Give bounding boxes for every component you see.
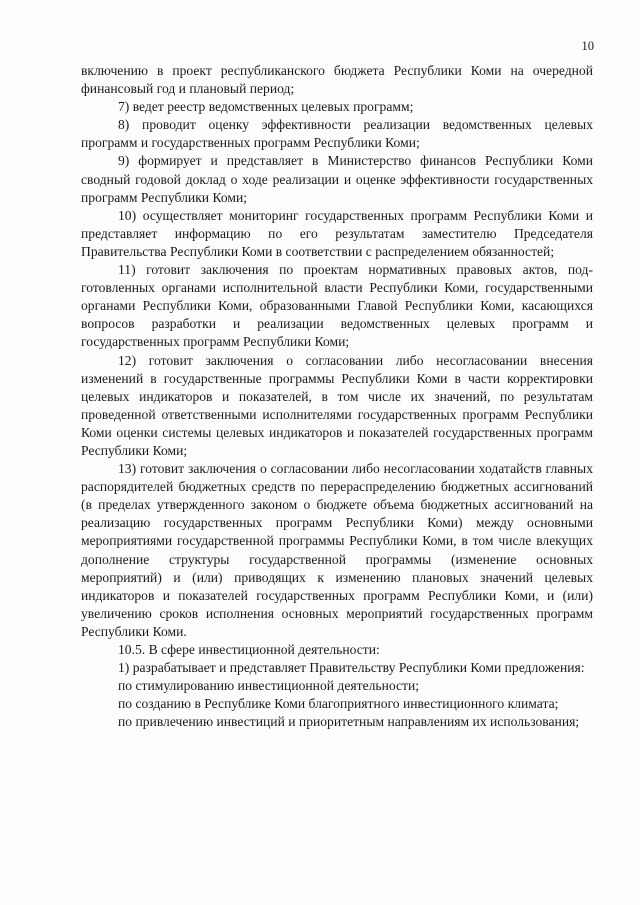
paragraph-list-entry: по созданию в Республике Коми благоприятного инвестиционного климата; <box>118 696 559 712</box>
paragraph-item-12: 12) готовит заключения о согласовании либо несогласовании внесения изменений в государственные программы Республики Коми в части корректировки целевых индикаторов и показателей, в том числе их значений, по результатам проведенной ответственными исполнителями государственных программ Республики Коми оценки системы целевых индикаторов и показателей государственных программ Республики Коми; <box>81 352 593 458</box>
paragraph-list-entry: по стимулированию инвестиционной деятельности; <box>118 678 420 694</box>
paragraph-item-9: 9) формирует и представляет в Министерство финансов Республики Коми сводный годовой доклад о ходе реализации и оценке эффективности государственных программ Республики Коми; <box>81 153 593 205</box>
paragraph-continuation: включению в проект республиканского бюджета Республики Коми на очередной финансовый год и плановый период; <box>81 63 593 97</box>
paragraph-item-7: 7) ведет реестр ведомственных целевых программ; <box>118 99 414 115</box>
paragraph-list-entry: по привлечению инвестиций и приоритетным направлениям их использования; <box>118 714 580 730</box>
document-body <box>81 62 593 731</box>
section-heading-10-5: 10.5. В сфере инвестиционной деятельности: <box>118 642 380 657</box>
paragraph-item-13: 13) готовит заключения о согласовании либо несогласовании ходатайств главных распорядителей бюджетных средств по перераспределению бюджетных ассигнований (в пределах утвержденного законом о бюджете объема бюджетных ассигнований на реализацию государственных программ Республики Коми) между основными мероприятиями государственной программы Республики Коми, в том числе влекущих дополнение структуры государственной программы (изменение основных мероприятий) и (или) приводящих к изменению плановых значений целевых индикаторов и показателей государственных программ Республики Коми, и (или) увеличению сроков исполнения основных мероприятий государственных программ Республики Коми. <box>81 461 593 639</box>
paragraph-item-8: 8) проводит оценку эффективности реализации ведомственных целевых программ и государственных программ Республики Коми; <box>81 117 593 151</box>
paragraph-subitem-1: 1) разрабатывает и представляет Правительству Республики Коми предложения: <box>118 660 585 676</box>
paragraph-item-11: 11) готовит заключения по проектам нормативных правовых актов, подготовленных органами исполнительной власти Республики Коми, государственными органами Республики Коми, образованными Главой Республики Коми, касающихся вопросов разработки и реализации ведомственных целевых программ и государственных программ Республики Коми; <box>81 262 593 350</box>
page-number: 10 <box>581 39 594 53</box>
paragraph-item-10: 10) осуществляет мониторинг государственных программ Республики Коми и представляет информацию по его результатам заместителю Председателя Правительства Республики Коми в соответствии с распределением обязанностей; <box>81 207 593 259</box>
